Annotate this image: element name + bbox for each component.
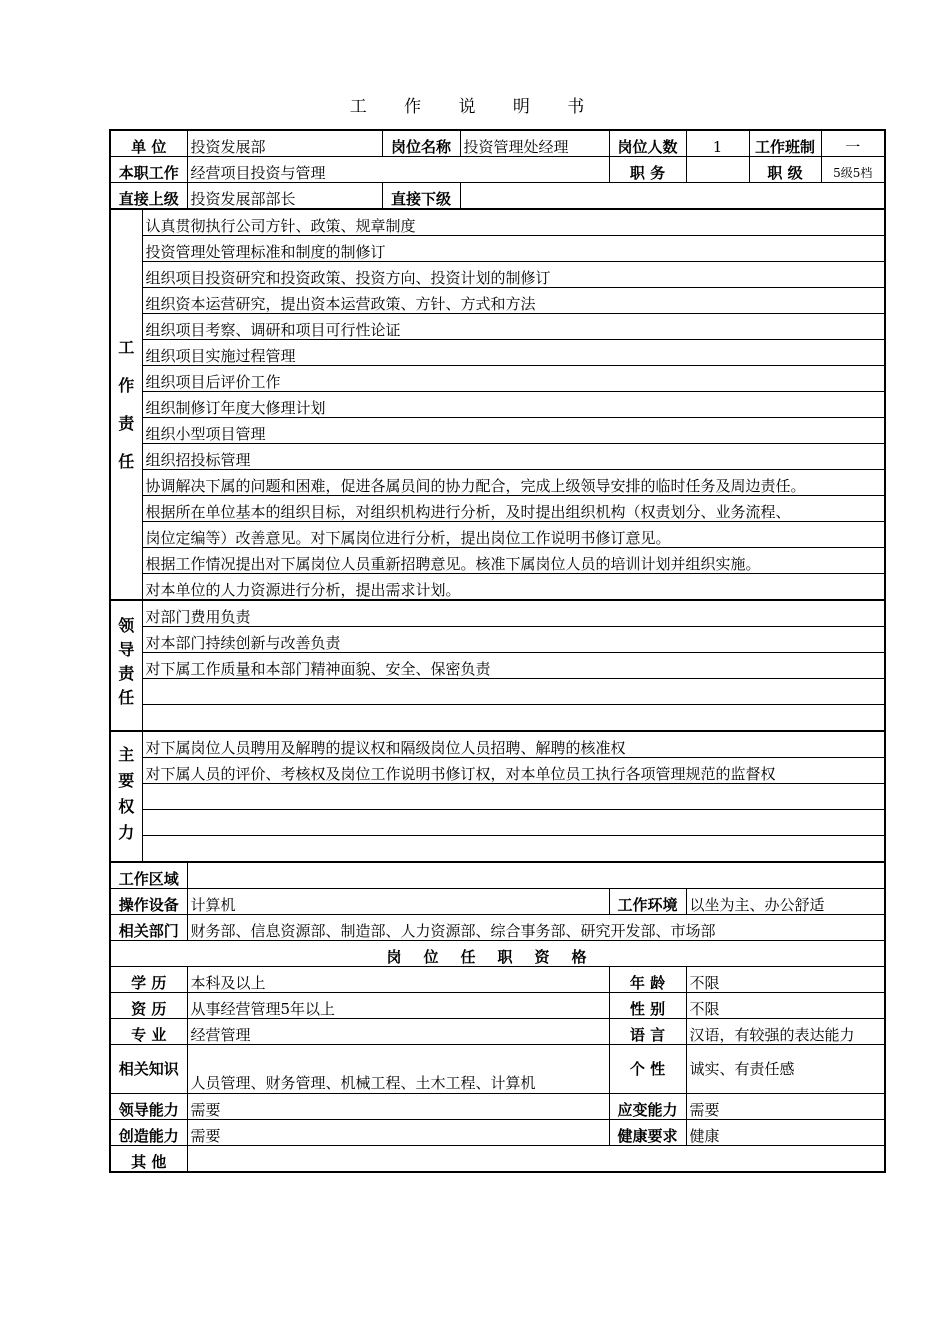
related-dept-label: 相关部门 — [110, 915, 187, 941]
work-duty-item: 组织项目后评价工作 — [142, 366, 885, 392]
work-duty-item: 根据工作情况提出对下属岗位人员重新招聘意见。核准下属岗位人员的培训计划并组织实施。 — [142, 548, 885, 574]
shift-label: 工作班制 — [749, 130, 821, 157]
work-duty-item: 组织项目考察、调研和项目可行性论证 — [142, 314, 885, 340]
leadership-ability-value: 需要 — [187, 1094, 609, 1120]
superior-value: 投资发展部部长 — [187, 183, 382, 210]
equipment-label: 操作设备 — [110, 889, 187, 915]
headcount-value: 1 — [686, 130, 749, 157]
subordinate-label: 直接下级 — [382, 183, 460, 210]
major-label: 专 业 — [110, 1019, 187, 1045]
leadership-ability-label: 领导能力 — [110, 1094, 187, 1120]
work-duty-item: 投资管理处管理标准和制度的制修订 — [142, 236, 885, 262]
health-label: 健康要求 — [609, 1120, 686, 1146]
gender-label: 性 别 — [609, 993, 686, 1019]
grade-value: 5级5档 — [821, 157, 885, 183]
page-title: 工 作 说 明 书 — [349, 97, 601, 117]
main-powers-label-text: 主要权力 — [118, 744, 135, 842]
superior-label: 直接上级 — [110, 183, 187, 210]
environment-label: 工作环境 — [609, 889, 686, 915]
creativity-value: 需要 — [187, 1120, 609, 1146]
work-duties-label — [110, 209, 142, 600]
job-label: 本职工作 — [110, 157, 187, 183]
work-duty-item: 岗位定编等）改善意见。对下属岗位进行分析，提出岗位工作说明书修订意见。 — [142, 522, 885, 548]
knowledge-label: 相关知识 — [110, 1045, 187, 1094]
education-label: 学 历 — [110, 967, 187, 993]
experience-value: 从事经营管理5年以上 — [187, 993, 609, 1019]
leadership-duty-item: 对本部门持续创新与改善负责 — [142, 627, 885, 653]
adaptability-value: 需要 — [686, 1094, 885, 1120]
main-power-item: 对下属人员的评价、考核权及岗位工作说明书修订权，对本单位员工执行各项管理规范的监督权 — [142, 758, 885, 784]
qualifications-title: 岗位任职资格 — [110, 941, 885, 967]
work-duty-item: 组织招投标管理 — [142, 444, 885, 470]
duty-value — [686, 157, 749, 183]
environment-value: 以坐为主、办公舒适 — [686, 889, 885, 915]
post-name-value: 投资管理处经理 — [460, 130, 609, 157]
health-value: 健康 — [686, 1120, 885, 1146]
headcount-label: 岗位人数 — [609, 130, 686, 157]
main-powers-label — [110, 731, 142, 862]
knowledge-value: 人员管理、财务管理、机械工程、土木工程、计算机 — [187, 1045, 609, 1094]
shift-value: 一 — [821, 130, 885, 157]
language-label: 语 言 — [609, 1019, 686, 1045]
unit-value: 投资发展部 — [187, 130, 382, 157]
leadership-duties-label — [110, 600, 142, 731]
age-label: 年 龄 — [609, 967, 686, 993]
equipment-value: 计算机 — [187, 889, 609, 915]
leadership-duty-item: 对下属工作质量和本部门精神面貌、安全、保密负责 — [142, 653, 885, 679]
work-duty-item: 组织制修订年度大修理计划 — [142, 392, 885, 418]
grade-label: 职 级 — [749, 157, 821, 183]
subordinate-value — [460, 183, 885, 210]
leadership-duty-item — [142, 705, 885, 732]
work-duty-item: 认真贯彻执行公司方针、政策、规章制度 — [142, 209, 885, 236]
experience-label: 资 历 — [110, 993, 187, 1019]
work-duty-item: 对本单位的人力资源进行分析，提出需求计划。 — [142, 574, 885, 601]
other-value — [187, 1146, 885, 1173]
leadership-duty-item: 对部门费用负责 — [142, 600, 885, 627]
work-duty-item: 组织资本运营研究，提出资本运营政策、方针、方式和方法 — [142, 288, 885, 314]
work-duty-item: 根据所在单位基本的组织目标，对组织机构进行分析，及时提出组织机构（权责划分、业务流程、 — [142, 496, 885, 522]
education-value: 本科及以上 — [187, 967, 609, 993]
leadership-duty-item — [142, 679, 885, 705]
job-description-table — [109, 129, 886, 1173]
main-power-item: 对下属岗位人员聘用及解聘的提议权和隔级岗位人员招聘、解聘的核准权 — [142, 731, 885, 758]
other-label: 其 他 — [110, 1146, 187, 1173]
work-area-value — [187, 862, 885, 889]
work-duty-item: 组织项目投资研究和投资政策、投资方向、投资计划的制修订 — [142, 262, 885, 288]
job-value: 经营项目投资与管理 — [187, 157, 609, 183]
gender-value: 不限 — [686, 993, 885, 1019]
leadership-duties-label-text: 领导责任 — [118, 616, 135, 707]
work-duties-label-text: 工作责任 — [118, 337, 135, 471]
main-power-item — [142, 836, 885, 863]
personality-label: 个 性 — [609, 1045, 686, 1094]
work-duty-item: 组织小型项目管理 — [142, 418, 885, 444]
unit-label: 单 位 — [110, 130, 187, 157]
related-dept-value: 财务部、信息资源部、制造部、人力资源部、综合事务部、研究开发部、市场部 — [187, 915, 885, 941]
age-value: 不限 — [686, 967, 885, 993]
main-power-item — [142, 810, 885, 836]
language-value: 汉语，有较强的表达能力 — [686, 1019, 885, 1045]
main-power-item — [142, 784, 885, 810]
work-area-label: 工作区域 — [110, 862, 187, 889]
work-duty-item: 组织项目实施过程管理 — [142, 340, 885, 366]
adaptability-label: 应变能力 — [609, 1094, 686, 1120]
creativity-label: 创造能力 — [110, 1120, 187, 1146]
work-duty-item: 协调解决下属的问题和困难，促进各属员间的协力配合，完成上级领导安排的临时任务及周边责任。 — [142, 470, 885, 496]
major-value: 经营管理 — [187, 1019, 609, 1045]
post-name-label: 岗位名称 — [382, 130, 460, 157]
personality-value: 诚实、有责任感 — [686, 1045, 885, 1094]
duty-label: 职 务 — [609, 157, 686, 183]
